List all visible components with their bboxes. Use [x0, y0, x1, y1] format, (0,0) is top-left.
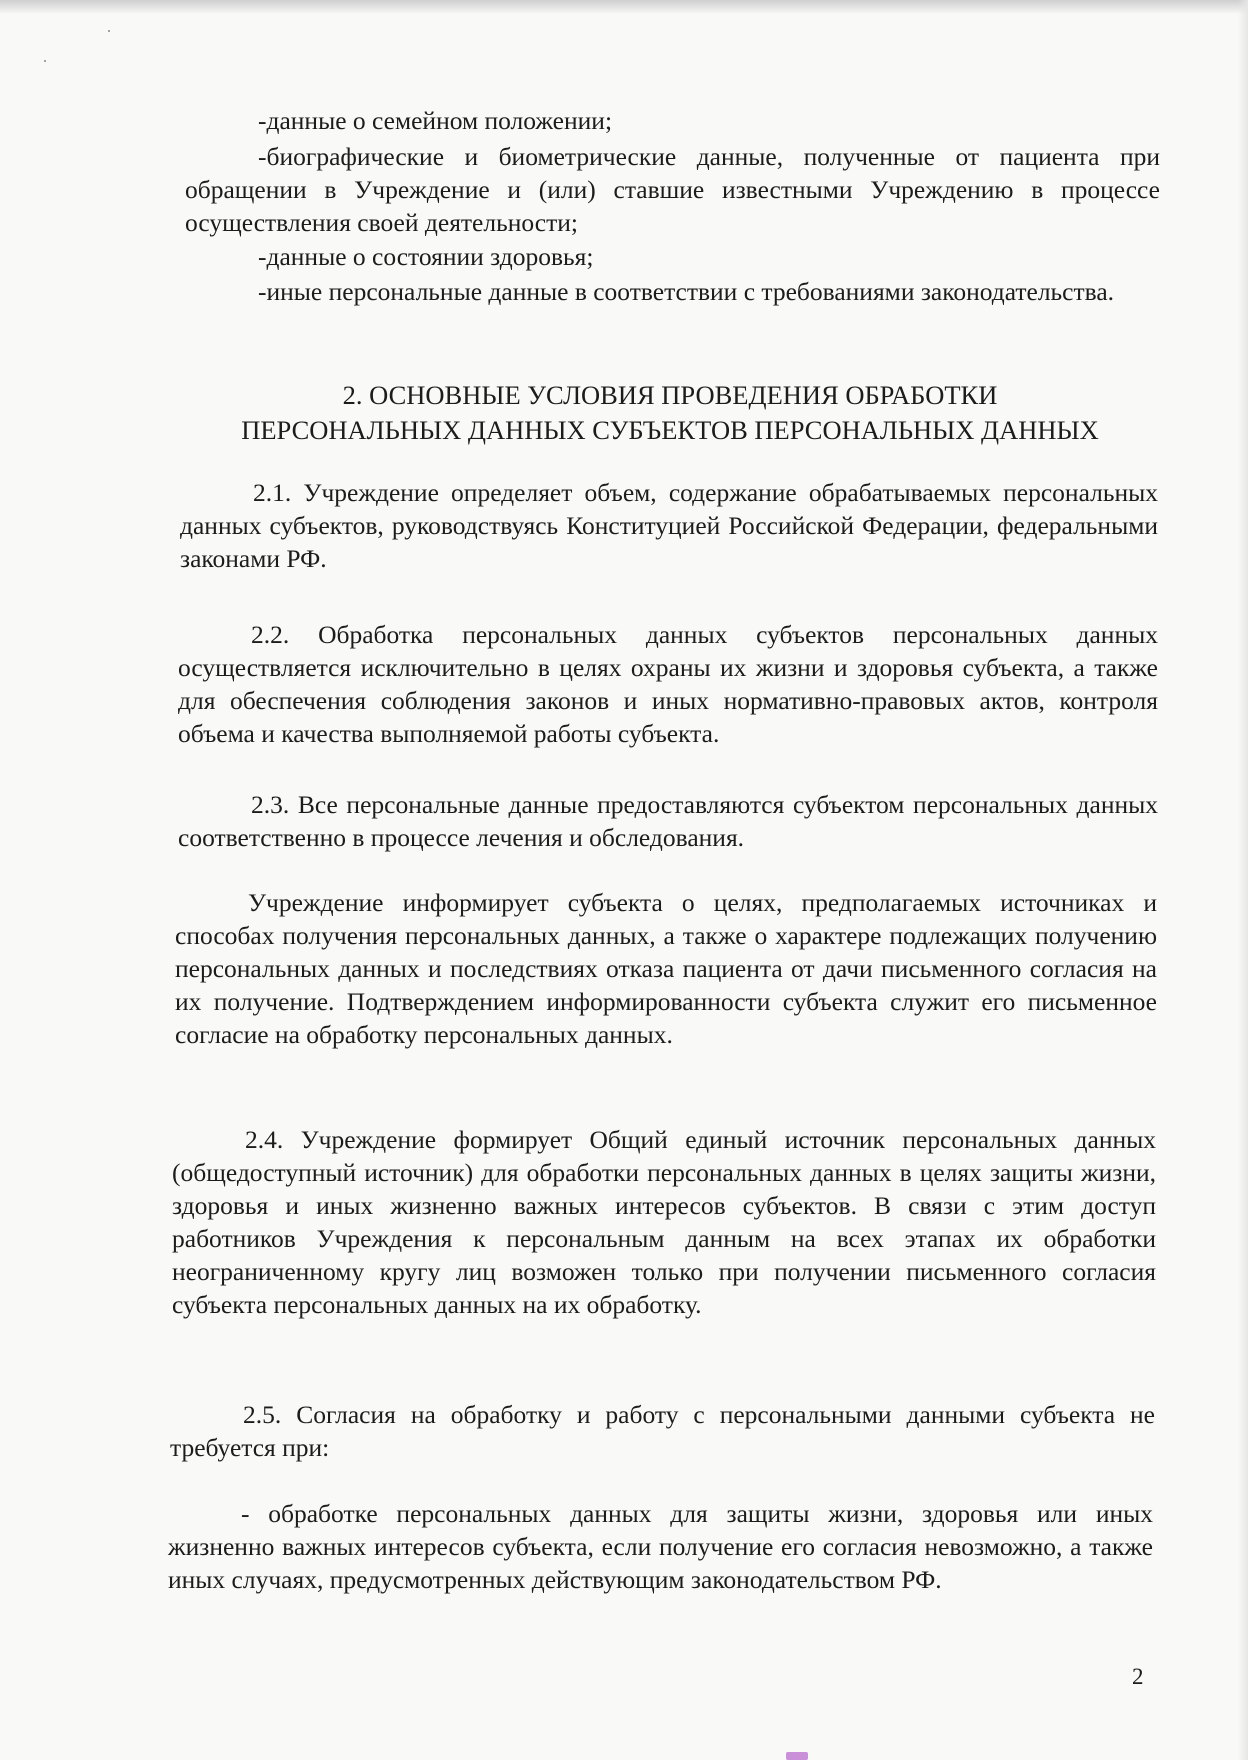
intro-item-marital: -данные о семейном положении; — [258, 106, 613, 135]
scan-top-shadow — [0, 0, 1248, 14]
paragraph-2-1: 2.1. Учреждение определяет объем, содержание обрабатываемых персональных данных субъектов, руководствуясь Конституцией Российской Федерации, федеральными законами РФ. — [180, 478, 1158, 573]
intro-item-health: -данные о состоянии здоровья; — [258, 242, 594, 271]
list-item-exception: - обработке персональных данных для защиты жизни, здоровья или иных жизненно важных интересов субъекта, если получение его согласия невозможно, а также иных случаях, предусмотренных действующим законодательством РФ. — [168, 1499, 1153, 1594]
intro-item-biographic: -биографические и биометрические данные, полученные от пациента при обращении в Учреждение и (или) ставшие известными Учреждению в процессе осуществления своей деятельности; — [185, 142, 1160, 237]
section-heading-line-2: ПЕРСОНАЛЬНЫХ ДАННЫХ СУБЪЕКТОВ ПЕРСОНАЛЬНЫХ ДАННЫХ — [241, 415, 1099, 445]
section-heading-line-1: 2. ОСНОВНЫЕ УСЛОВИЯ ПРОВЕДЕНИЯ ОБРАБОТКИ — [342, 380, 998, 410]
paragraph-2-2: 2.2. Обработка персональных данных субъектов персональных данных осуществляется исключительно в целях охраны их жизни и здоровья субъекта, а также для обеспечения соблюдения законов и иных нормативно-правовых актов, контроля объема и качества выполняемой работы субъекта. — [178, 620, 1158, 748]
scan-speck — [108, 30, 110, 32]
scan-speck — [44, 60, 46, 62]
stamp-fragment — [786, 1752, 808, 1760]
paragraph-2-4: 2.4. Учреждение формирует Общий единый источник персональных данных (общедоступный источник) для обработки персональных данных в целях защиты жизни, здоровья и иных жизненно важных интересов субъектов. В связи с этим доступ работников Учреждения к персональным данным на всех этапах их обработки неограниченному кругу лиц возможен только при получении письменного согласия субъекта персональных данных на их обработку. — [172, 1125, 1156, 1319]
paragraph-2-3: 2.3. Все персональные данные предоставляются субъектом персональных данных соответственно в процессе лечения и обследования. — [178, 790, 1158, 852]
scan-right-shadow — [1238, 0, 1248, 1760]
paragraph-informing: Учреждение информирует субъекта о целях, предполагаемых источниках и способах получения персональных данных, а также о характере подлежащих получению персональных данных и последствиях отказа пациента от дачи письменного согласия на их получение. Подтверждением информированности субъекта служит его письменное согласие на обработку персональных данных. — [175, 888, 1157, 1049]
page-number: 2 — [1132, 1664, 1144, 1689]
intro-item-other: -иные персональные данные в соответствии с требованиями законодательства. — [258, 277, 1115, 306]
paragraph-2-5: 2.5. Согласия на обработку и работу с персональными данными субъекта не требуется при: — [170, 1400, 1155, 1462]
